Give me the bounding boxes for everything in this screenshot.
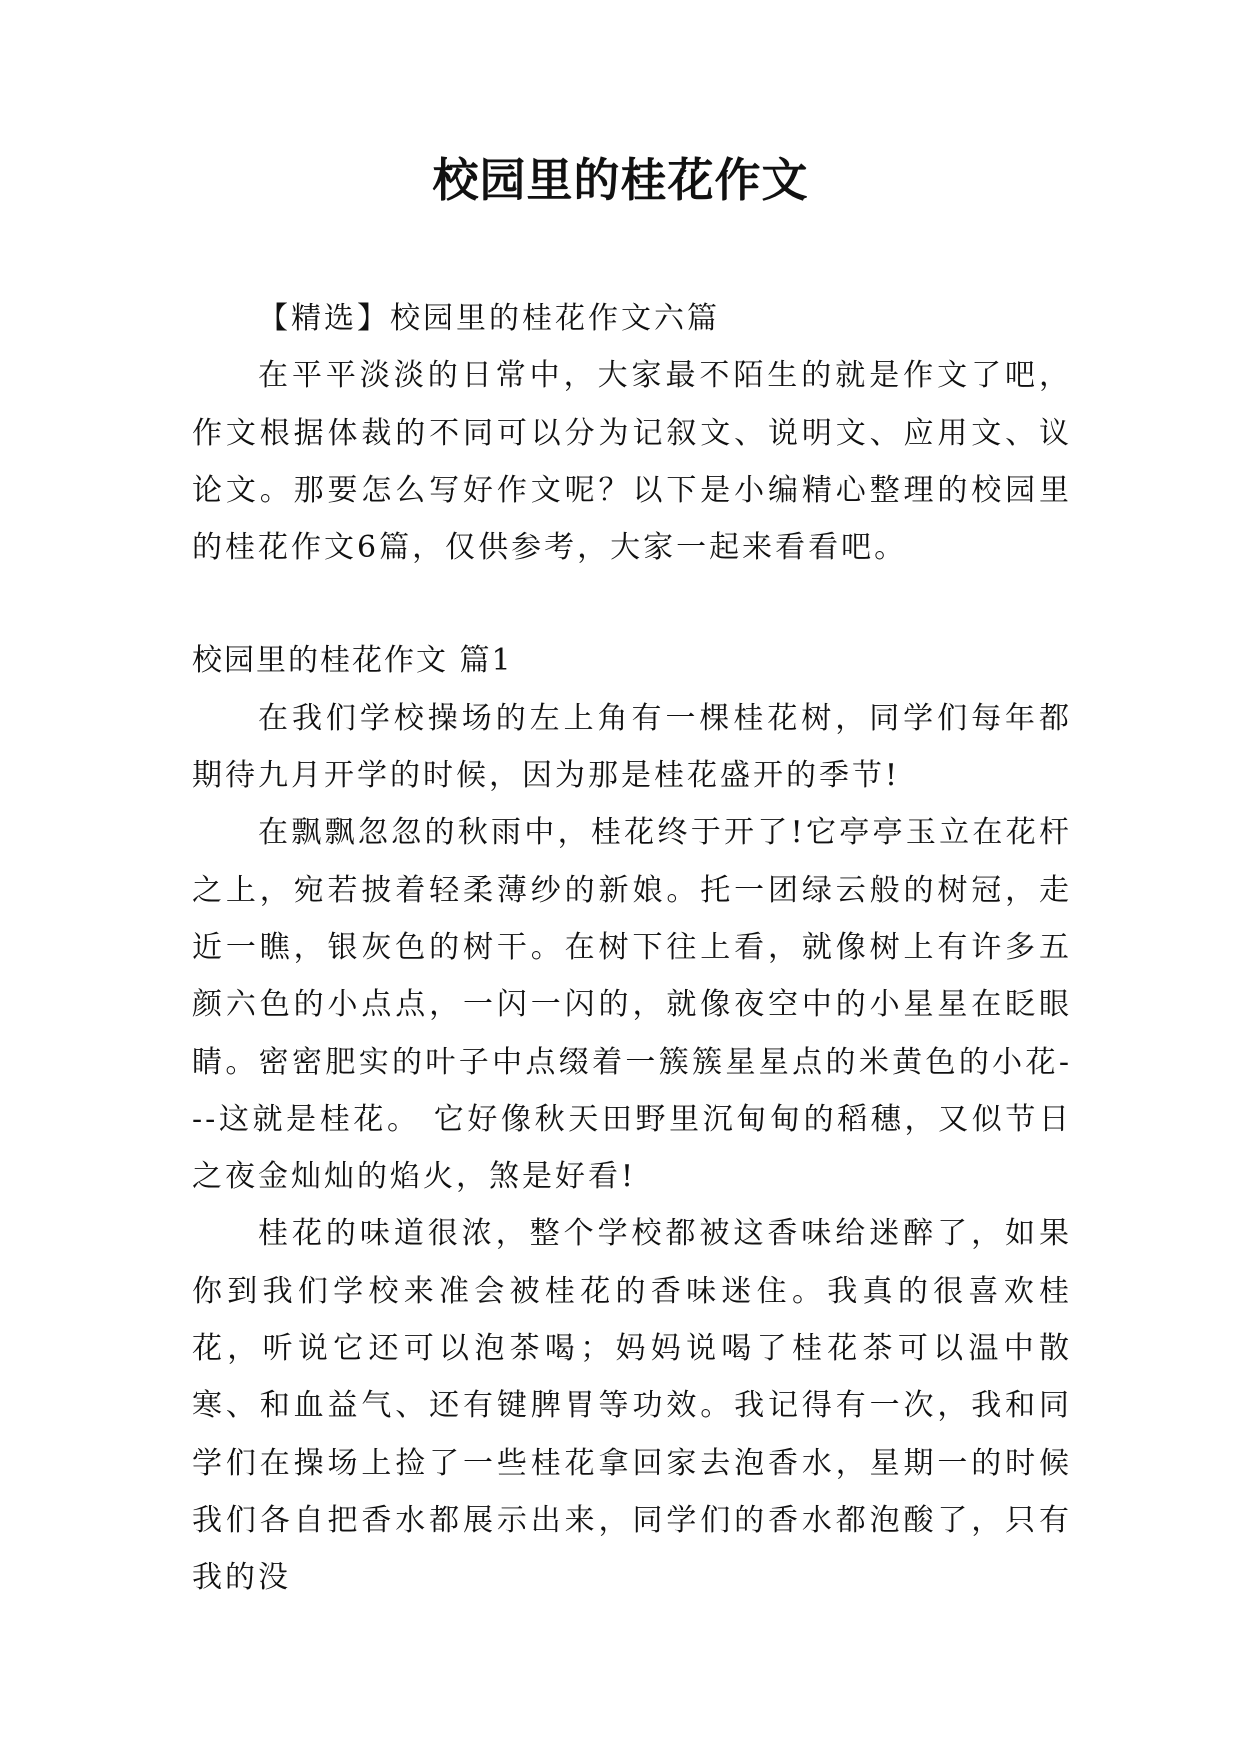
body-paragraph: 在我们学校操场的左上角有一棵桂花树，同学们每年都期待九月开学的时候，因为那是桂花盛开的季节!	[192, 700, 1072, 794]
body-paragraph: 在飘飘忽忽的秋雨中，桂花终于开了!它亭亭玉立在花杆之上，宛若披着轻柔薄纱的新娘。托一团绿云般的树冠，走近一瞧，银灰色的树干。在树下往上看，就像树上有许多五颜六色的小点点，一闪一闪的，就像夜空中的小星星在眨眼睛。密密肥实的叶子中点缀着一簇簇星星点的米黄色的小花---这就是桂花。 它好像秋天田野里沉甸甸的稻穗，又似节日之夜金灿灿的焰火，煞是好看!	[192, 815, 1072, 1195]
lead-line: 【精选】校园里的桂花作文六篇	[258, 301, 720, 336]
section-heading: 校园里的桂花作文 篇1	[192, 643, 513, 679]
document-body	[192, 290, 1072, 1607]
document-title: 校园里的桂花作文	[432, 153, 809, 207]
intro-paragraph: 在平平淡淡的日常中，大家最不陌生的就是作文了吧，作文根据体裁的不同可以分为记叙文、说明文、应用文、议论文。那要怎么写好作文呢？以下是小编精心整理的校园里的桂花作文6篇，仅供参考，大家一起来看看吧。	[192, 358, 1072, 566]
section-spacer	[192, 576, 1072, 632]
body-paragraph: 桂花的味道很浓，整个学校都被这香味给迷醉了，如果你到我们学校来准会被桂花的香味迷住。我真的很喜欢桂花，听说它还可以泡茶喝；妈妈说喝了桂花茶可以温中散寒、和血益气、还有键脾胃等功效。我记得有一次，我和同学们在操场上捡了一些桂花拿回家去泡香水，星期一的时候我们各自把香水都展示出来，同学们的香水都泡酸了，只有我的没	[192, 1216, 1072, 1596]
